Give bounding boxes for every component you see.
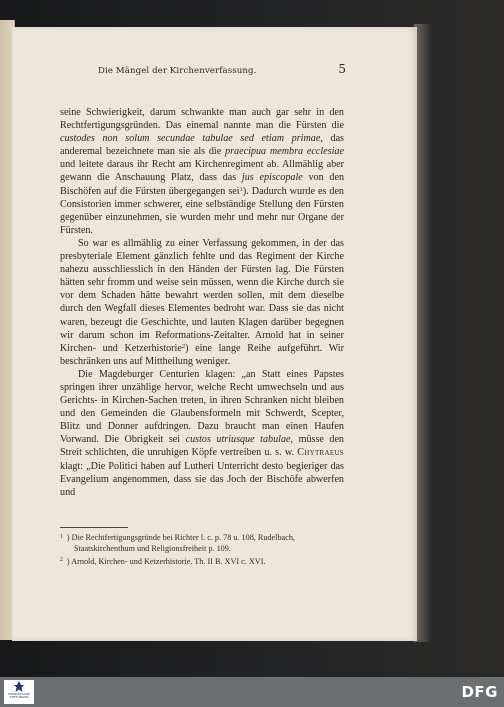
footnote-1 (60, 532, 348, 554)
text-run: ) eine lange Reihe aufgeführt. Wir beschränken uns auf Mittheilung weniger. (60, 342, 344, 367)
footnote-2 (60, 556, 348, 567)
text-run: , das anderemal bezeichnete man sie als die (60, 133, 344, 158)
paragraph-3 (60, 368, 344, 499)
latin-phrase: jus episcopale (241, 172, 303, 184)
author-name: Chytraeus (297, 447, 344, 459)
latin-phrase: custos utriusque tabulae (185, 434, 291, 446)
footnotes (60, 532, 348, 569)
text-run: seine Schwierigkeit, darum schwankte man auch gar sehr in den Rechtfertigungsgründen. Das einemal nannte man die Fürsten die (60, 107, 344, 132)
text-run: ). Dadurch wurde es den Consistorien immer schwerer, eine selbständige Stellung den Fürsten gegenüber einzunehmen, sie wurden mehr und mehr nur Organe der Fürsten. (60, 185, 344, 236)
viewer-footer (0, 677, 504, 707)
text-run: So war es allmählig zu einer Verfassung gekommen, in der das presbyteriale Element gänzlich fehlte und das Regiment der Kirche nahezu ausschliesslich in den Händen der Fürsten lag. Die Fürsten hätten sehr fromm und weise sein müssen, wenn die Kirche durch sie vor dem Schaden hätte bewahrt werden sollen, mit dem dieselbe durch den Wegfall dieses Elementes bedroht war. Dass sie das nicht waren, bezeugt die Geschichte, und lauten Klagen darüber begegnen wir darum schon im Reformations-Zeitalter. Arnold hat in seiner Kirchen- und Ketzerhistorie (60, 237, 344, 354)
running-title: Die Mängel der Kirchenverfassung. (98, 66, 257, 76)
text-run: Die Magdeburger Centurien klagen: „an Statt eines Papstes springen ihrer unzählige hervor, welche Recht umwechseln und aus Gerichts- in Kirchen-Sachen treten, in ihren Schranken nicht bleiben und den Gemeinden die Glaubensformeln mit Schwerdt, Scepter, Blitz und Donner aufdringen. Dazu braucht man einen Haufen Vorwand. Die Obrigkeit sei (60, 368, 344, 446)
footnote-marker: 1 (239, 185, 243, 193)
footnote-text: ) Arnold, Kirchen- und Ketzerhistorie. Th. II B. XVI c. XVI. (66, 556, 266, 566)
library-logo-text: FRANCKESCHE STIFTUNGEN (7, 692, 31, 700)
page-number: 5 (338, 62, 346, 76)
footnote-marker: 2 (181, 342, 186, 350)
library-logo (4, 680, 34, 704)
footnote-mark: 1 (60, 533, 63, 540)
footnote-text: ) Die Rechtfertigungsgründe bei Richter l. c. p. 78 u. 108, Rudelbach, Staatskirchenthum und Religionsfreiheit p. 109. (66, 533, 295, 554)
body-text (60, 106, 344, 499)
dfg-logo: DFG (461, 683, 498, 701)
paragraph-1 (60, 106, 344, 237)
latin-phrase: custodes non solum secundae tabulae sed etiam primae (60, 133, 321, 145)
footnote-mark: 2 (60, 557, 63, 564)
running-header (50, 62, 346, 76)
paragraph-2 (60, 237, 344, 368)
text-run: , müsse den Streit schlichten, die unruhigen Köpfe vertreiben u. s. w. (60, 434, 344, 459)
text-run: klagt: „Die Politici haben auf Lutheri Unterricht desto begieriger das Evangelium angenommen, dass sie das Joch der Bischöfe abwerfen und (60, 460, 344, 498)
text-run: von den Bischöfen auf die Fürsten übergegangen sei (60, 172, 345, 197)
text-run: und leitete daraus ihr Recht am Kirchenregiment ab. Allmählig aber gewann die Anschauung Platz, dass das (60, 159, 344, 184)
latin-phrase: praecipua membra ecclesiae (225, 146, 344, 158)
footnote-rule (60, 527, 128, 528)
